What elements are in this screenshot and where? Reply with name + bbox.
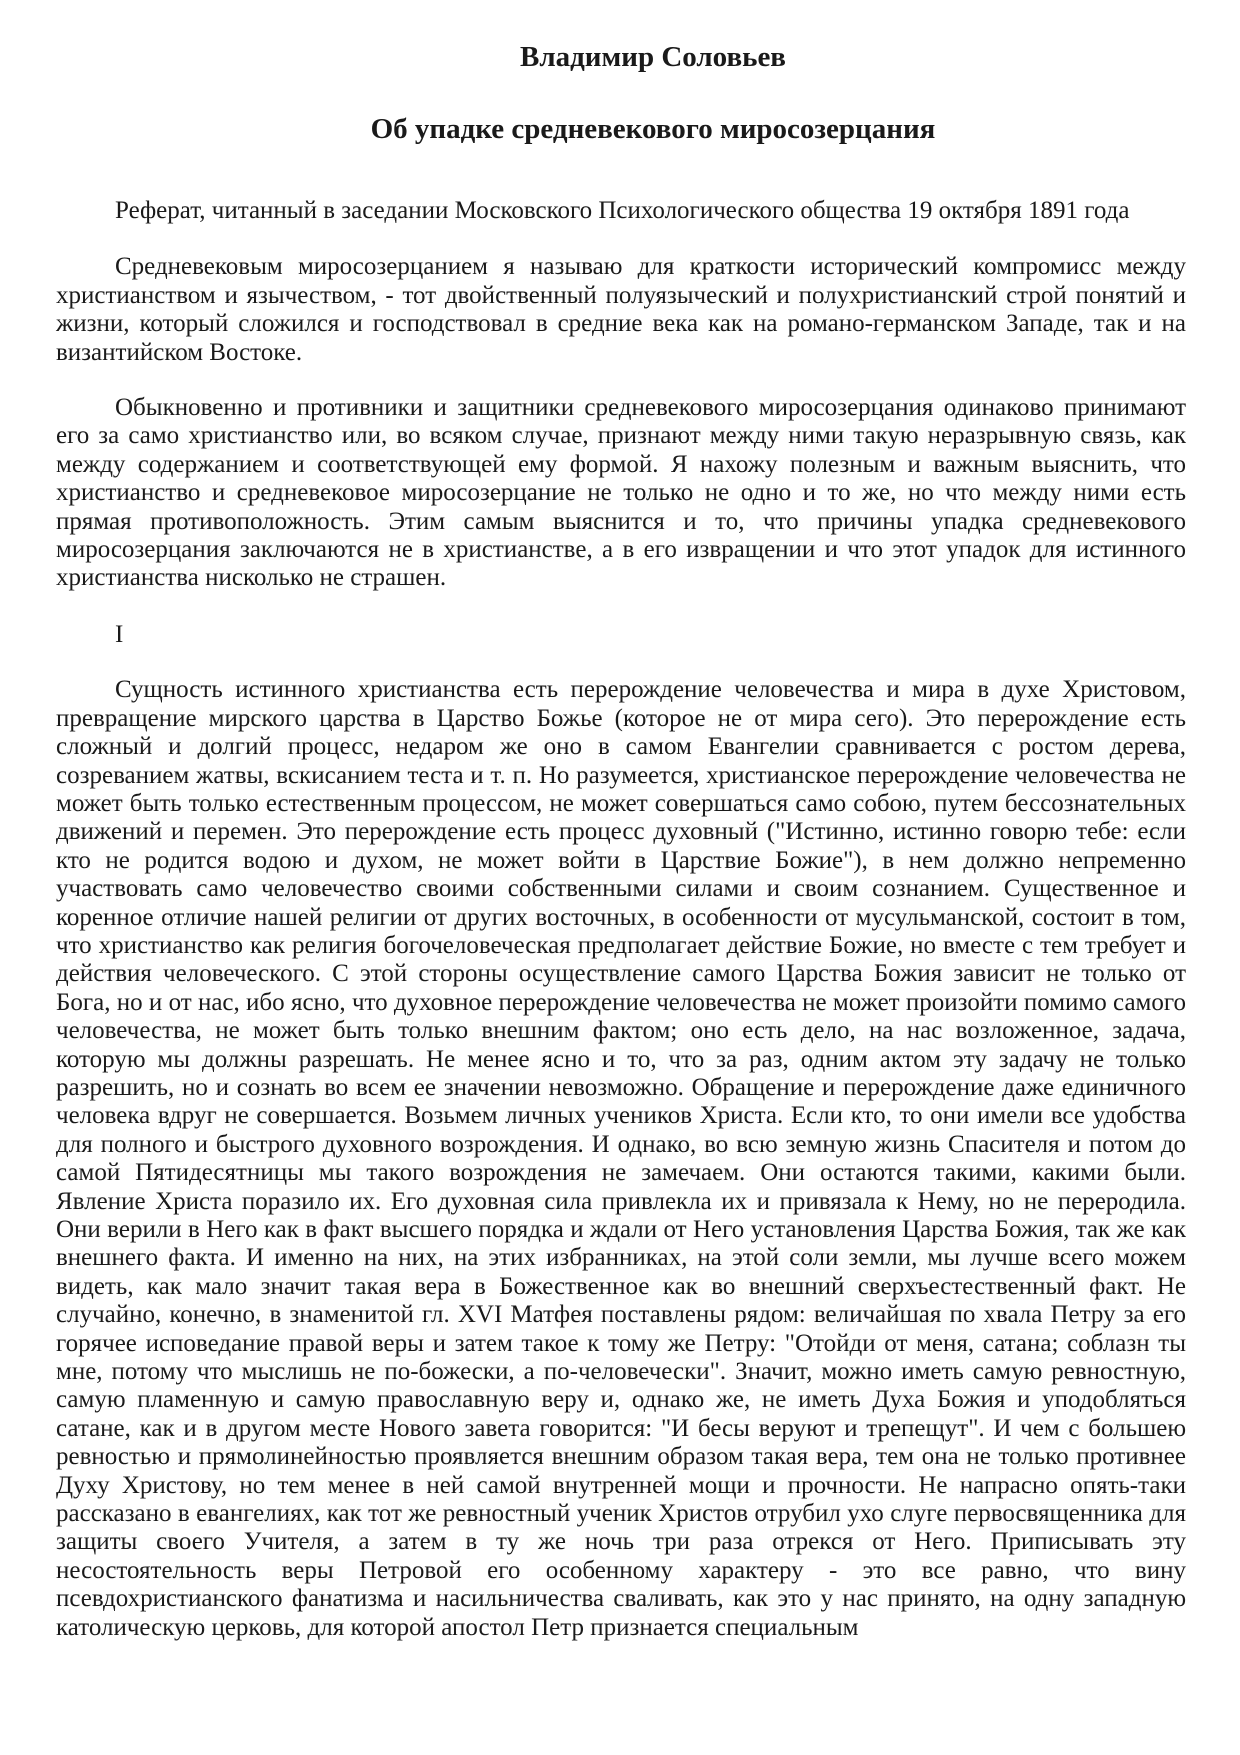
paragraph: Обыкновенно и противники и защитники средневекового миросозерцания одинаково принимают его за само христианство или, во всяком случае, признают между ними такую неразрывную связь, как между содержанием и соответствующей ему формой. Я нахожу полезным и важным выяснить, что христианство и средневековое миросозерцание не только не одно и то же, но что между ними есть прямая противоположность. Этим самым выяснится и то, что причины упадка средневекового миросозерцания заключаются не в христианстве, а в его извращении и что этот упадок для истинного христианства нисколько не страшен. (56, 394, 1186, 592)
section-number: I (115, 620, 124, 648)
document-title: Об упадке средневекового миросозерцания (370, 113, 936, 145)
author-name: Владимир Соловьев (520, 41, 786, 73)
paragraph: Сущность истинного христианства есть перерождение человечества и мира в духе Христовом, превращение мирского царства в Царство Божье (которое не от мира сего). Это перерождение есть сложный и долгий процесс, недаром же оно в самом Евангелии сравнивается с ростом дерева, созреванием жатвы, вскисанием теста и т. п. Но разумеется, христианское перерождение человечества не может быть только естественным процессом, не может совершаться само собою, путем бессознательных движений и перемен. Это перерождение есть процесс духовный ("Истинно, истинно говорю тебе: если кто не родится водою и духом, не может войти в Царствие Божие"), в нем должно непременно участвовать само человечество своими собственными силами и своим сознанием. Существенное и коренное отличие нашей религии от других восточных, в особенности от мусульманской, состоит в том, что христианство как религия богочеловеческая предполагает действие Божие, но вместе с тем требует и действия человеческого. С этой стороны осуществление самого Царства Божия зависит не только от Бога, но и от нас, ибо ясно, что духовное перерождение человечества не может произойти помимо самого человечества, не может быть только внешним фактом; оно есть дело, на нас возложенное, задача, которую мы должны разрешать. Не менее ясно и то, что за раз, одним актом эту задачу не только разрешить, но и сознать во всем ее значении невозможно. Обращение и перерождение даже единичного человека вдруг не совершается. Возьмем личных учеников Христа. Если кто, то они имели все удобства для полного и быстрого духовного возрождения. И однако, во всю земную жизнь Спасителя и потом до самой Пятидесятницы мы такого возрождения не замечаем. Они остаются такими, какими были. Явление Христа поразило их. Его духовная сила привлекла их и привязала к Нему, но не переродила. Они верили в Него как в факт высшего порядка и ждали от Него установления Царства Божия, так же как внешнего факта. И именно на них, на этих избранниках, на этой соли земли, мы лучше всего можем видеть, как мало значит такая вера в Божественное как во внешний сверхъестественный факт. Не случайно, конечно, в знаменитой гл. XVI Матфея поставлены рядом: величайшая по хвала Петру за его горячее исповедание правой веры и затем такое к тому же Петру: "Отойди от меня, сатана; соблазн ты мне, потому что мыслишь не по-божески, а по-человечески". Значит, можно иметь самую ревностную, самую пламенную и самую православную веру и, однако же, не иметь Духа Божия и уподобляться сатане, как и в другом месте Нового завета говорится: "И бесы веруют и трепещут". И чем с большею ревностью и прямолинейностью проявляется внешним образом такая вера, тем она не только противнее Духу Христову, но тем менее в ней самой внутренней мощи и прочности. Не напрасно опять-таки рассказано в евангелиях, как тот же ревностный ученик Христов отрубил ухо слуге первосвященника для защиты своего Учителя, а затем в ту же ночь три раза отрекся от Него. Приписывать эту несостоятельность веры Петровой его особенному характеру - это все равно, что вину псевдохристианского фанатизма и насильничества сваливать, как это у нас принято, на одну западную католическую церковь, для которой апостол Петр признается специальным (56, 676, 1186, 1641)
subtitle: Реферат, читанный в заседании Московского Психологического общества 19 октября 1891 года (115, 197, 1130, 224)
paragraph: Средневековым миросозерцанием я называю для краткости исторический компромисс между христианством и язычеством, - тот двойственный полуязыческий и полухристианский строй понятий и жизни, который сложился и господствовал в средние века как на романо-германском Западе, так и на византийском Востоке. (56, 253, 1186, 366)
